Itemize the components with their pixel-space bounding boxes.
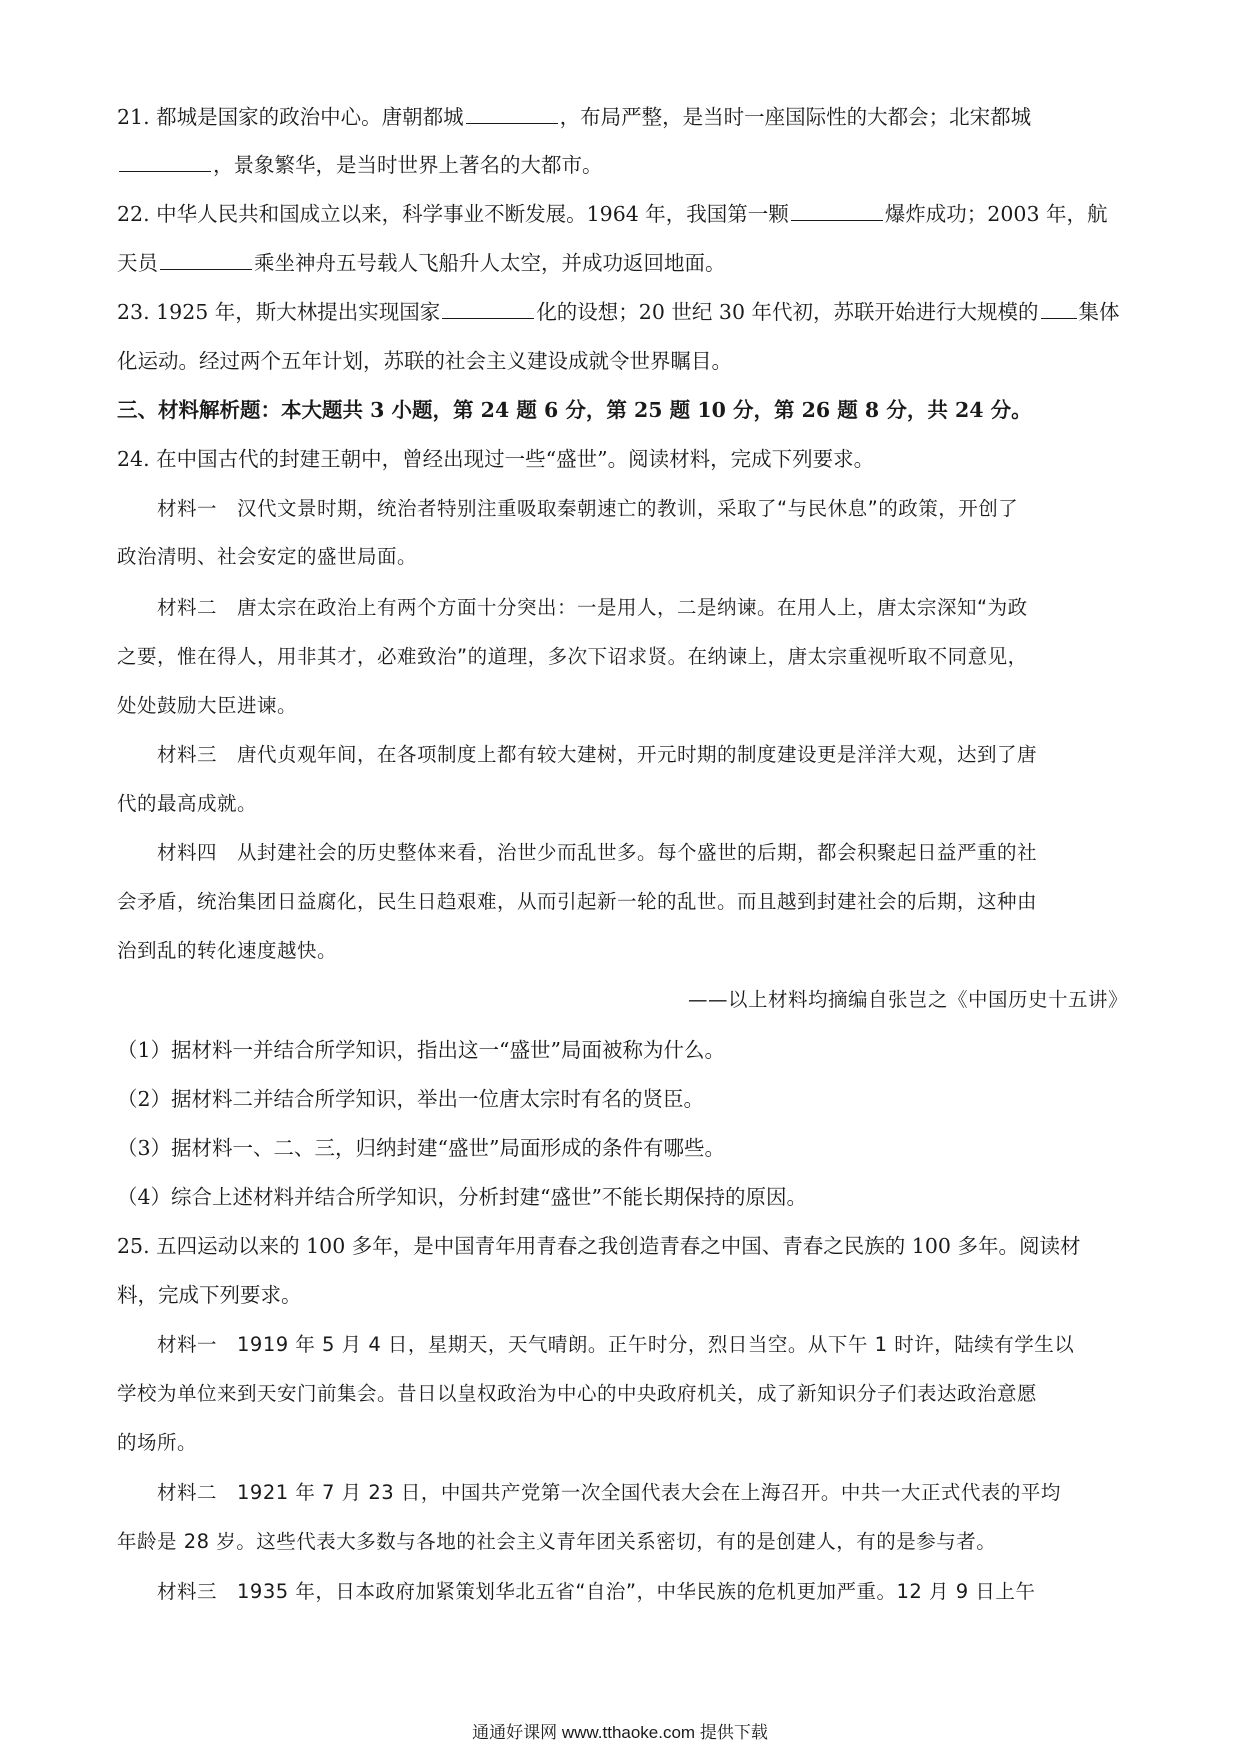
- q25-material-2-line-1: 材料二 1921 年 7 月 23 日，中国共产党第一次全国代表大会在上海召开。中共一大正式代表的平均: [157, 1481, 1061, 1504]
- question-22-line-2: [117, 249, 1240, 277]
- q24-subquestion-3: （3）据材料一、二、三，归纳封建“盛世”局面形成的条件有哪些。: [117, 1136, 726, 1160]
- question-22-line-1: [117, 200, 1127, 228]
- q24-subquestion-2: （2）据材料二并结合所学知识，举出一位唐太宗时有名的贤臣。: [117, 1087, 705, 1111]
- page-footer: 通通好课网 www.tthaoke.com 提供下载: [472, 1723, 768, 1742]
- q24-material-2-line-3: 处处鼓励大臣进谏。: [117, 694, 298, 717]
- answer-blank[interactable]: [1041, 298, 1077, 319]
- question-22-text-2: 爆炸成功；2003 年，航: [884, 202, 1108, 226]
- q25-material-1-line-1: 材料一 1919 年 5 月 4 日，星期天，天气晴朗。正午时分，烈日当空。从下午 1 时许，陆续有学生以: [157, 1333, 1075, 1356]
- answer-blank[interactable]: [791, 200, 883, 221]
- question-23-text-1: 23. 1925 年，斯大林提出实现国家: [117, 300, 441, 324]
- question-23-text-3: 集体: [1078, 300, 1120, 324]
- q24-material-2-line-2: 之要，惟在得人，用非其才，必难致治”的道理，多次下诏求贤。在纳谏上，唐太宗重视听取不同意见，: [117, 645, 1028, 668]
- q24-material-4-line-3: 治到乱的转化速度越快。: [117, 939, 338, 962]
- question-21-text-2: ，布局严整，是当时一座国际性的大都会；北宋都城: [559, 105, 1032, 129]
- section-3-heading: 三、材料解析题：本大题共 3 小题，第 24 题 6 分，第 25 题 10 分，第 26 题 8 分，共 24 分。: [117, 398, 1032, 422]
- question-25-stem-line-1: 25. 五四运动以来的 100 多年，是中国青年用青春之我创造青春之中国、青春之民族的 100 多年。阅读材: [117, 1234, 1081, 1258]
- answer-blank[interactable]: [442, 298, 534, 319]
- question-22-text-1: 22. 中华人民共和国成立以来，科学事业不断发展。1964 年，我国第一颗: [117, 202, 789, 226]
- q24-material-3-line-1: 材料三 唐代贞观年间，在各项制度上都有较大建树，开元时期的制度建设更是洋洋大观，达到了唐: [157, 743, 1038, 766]
- question-21-line-1: [117, 103, 1127, 131]
- q25-material-1-line-2: 学校为单位来到天安门前集会。昔日以皇权政治为中心的中央政府机关，成了新知识分子们表达政治意愿: [117, 1382, 1038, 1405]
- question-21-line-2: [117, 151, 1240, 179]
- question-21-text-3: ，景象繁华，是当时世界上著名的大都市。: [213, 153, 603, 177]
- q24-subquestion-1: （1）据材料一并结合所学知识，指出这一“盛世”局面被称为什么。: [117, 1038, 726, 1062]
- question-22-text-3: 天员: [117, 251, 158, 275]
- question-23-text-4: 化运动。经过两个五年计划，苏联的社会主义建设成就令世界瞩目。: [117, 349, 732, 373]
- question-25-stem-line-2: 料，完成下列要求。: [117, 1283, 302, 1307]
- answer-blank[interactable]: [160, 249, 252, 270]
- q24-material-2-line-1: 材料二 唐太宗在政治上有两个方面十分突出：一是用人，二是纳谏。在用人上，唐太宗深知“为政: [157, 596, 1028, 619]
- q24-material-1-line-2: 政治清明、社会安定的盛世局面。: [117, 545, 418, 568]
- question-23-text-2: 化的设想；20 世纪 30 年代初，苏联开始进行大规模的: [536, 300, 1039, 324]
- question-22-text-4: 乘坐神舟五号载人飞船升人太空，并成功返回地面。: [254, 251, 726, 275]
- q25-material-3-line-1: 材料三 1935 年，日本政府加紧策划华北五省“自治”，中华民族的危机更加严重。12 月 9 日上午: [157, 1580, 1036, 1603]
- q25-material-2-line-2: 年龄是 28 岁。这些代表大多数与各地的社会主义青年团关系密切，有的是创建人，有的是参与者。: [117, 1530, 997, 1553]
- q24-material-1-line-1: 材料一 汉代文景时期，统治者特别注重吸取秦朝速亡的教训，采取了“与民休息”的政策，开创了: [157, 497, 1019, 520]
- q24-source-citation: ——以上材料均摘编自张岂之《中国历史十五讲》: [687, 988, 1128, 1011]
- q24-material-3-line-2: 代的最高成就。: [117, 792, 258, 815]
- question-24-stem: 24. 在中国古代的封建王朝中，曾经出现过一些“盛世”。阅读材料，完成下列要求。: [117, 447, 875, 471]
- question-23-line-2: [117, 347, 1240, 375]
- q25-material-1-line-3: 的场所。: [117, 1431, 198, 1454]
- question-23-line-1: [117, 298, 1127, 326]
- q24-subquestion-4: （4）综合上述材料并结合所学知识，分析封建“盛世”不能长期保持的原因。: [117, 1185, 808, 1209]
- question-21-text-1: 21. 都城是国家的政治中心。唐朝都城: [117, 105, 464, 129]
- answer-blank[interactable]: [119, 151, 211, 172]
- answer-blank[interactable]: [466, 103, 558, 124]
- q24-material-4-line-2: 会矛盾，统治集团日益腐化，民生日趋艰难，从而引起新一轮的乱世。而且越到封建社会的后期，这种由: [117, 890, 1038, 913]
- q24-material-4-line-1: 材料四 从封建社会的历史整体来看，治世少而乱世多。每个盛世的后期，都会积聚起日益严重的社: [157, 841, 1038, 864]
